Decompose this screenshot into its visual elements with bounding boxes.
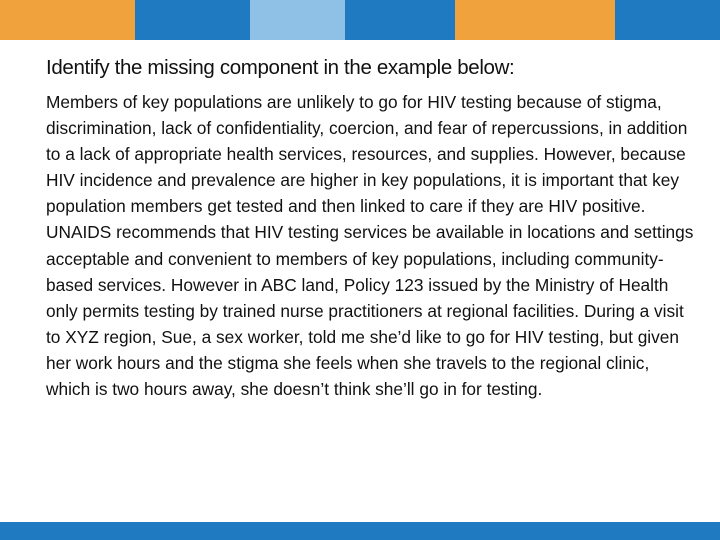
band-segment-blue xyxy=(135,0,250,40)
bottom-decorative-band xyxy=(0,522,720,540)
band-segment-blue xyxy=(615,0,720,40)
slide-heading: Identify the missing component in the example below: xyxy=(46,56,515,79)
band-segment-orange xyxy=(455,0,615,40)
top-decorative-band xyxy=(0,0,720,40)
band-segment-light-blue xyxy=(250,0,345,40)
slide-body-text: Members of key populations are unlikely to go for HIV testing because of stigma, discrimination, lack of confidentiality, coercion, and fear of repercussions, in addition to a lack of appropriate health services, resources, and supplies. However, because HIV incidence and prevalence are higher in key populations, it is important that key population members get tested and then linked to care if they are HIV positive. UNAIDS recommends that HIV testing services be available in locations and settings acceptable and convenient to members of key populations, including community-based services. However in ABC land, Policy 123 issued by the Ministry of Health only permits testing by trained nurse practitioners at regional facilities. During a visit to XYZ region, Sue, a sex worker, told me she’d like to go for HIV testing, but given her work hours and the stigma she feels when she travels to the regional clinic, which is two hours away, she doesn’t think she’ll go in for testing. xyxy=(46,92,694,400)
band-segment-blue xyxy=(0,522,720,540)
band-segment-orange xyxy=(0,0,135,40)
band-segment-blue xyxy=(345,0,455,40)
